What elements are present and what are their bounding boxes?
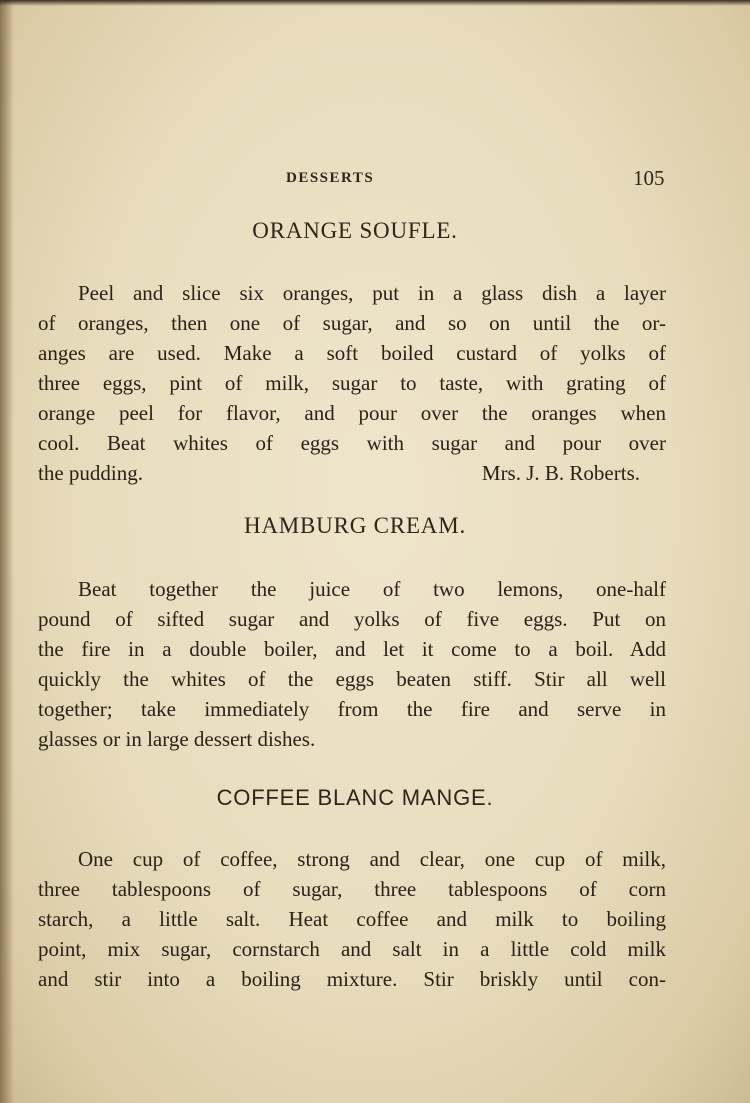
text-line: together; take immediately from the fire and serve in bbox=[38, 697, 666, 721]
text-line: three eggs, pint of milk, sugar to taste, with grating of bbox=[38, 371, 666, 395]
text-line: three tablespoons of sugar, three tablespoons of corn bbox=[38, 877, 666, 901]
recipe-title-coffee-blanc-mange: COFFEE BLANC MANGE. bbox=[216, 785, 494, 810]
text-line: starch, a little salt. Heat coffee and milk to boiling bbox=[38, 907, 666, 931]
recipe-title-orange-soufle: ORANGE SOUFLE. bbox=[252, 218, 458, 243]
text-line: orange peel for flavor, and pour over the oranges when bbox=[38, 401, 666, 425]
text-line: pound of sifted sugar and yolks of five eggs. Put on bbox=[38, 607, 666, 631]
recipe-signature: Mrs. J. B. Roberts. bbox=[481, 461, 640, 485]
running-head bbox=[0, 166, 750, 192]
closing-line bbox=[38, 458, 666, 488]
text-line: the pudding. bbox=[38, 461, 143, 485]
text-line: glasses or in large dessert dishes. bbox=[38, 727, 316, 751]
text-line: and stir into a boiling mixture. Stir briskly until con- bbox=[38, 967, 666, 991]
text-line: One cup of coffee, strong and clear, one cup of milk, bbox=[78, 847, 666, 871]
recipe-title-hamburg-cream: HAMBURG CREAM. bbox=[243, 513, 467, 538]
section-name: DESSERTS bbox=[286, 170, 375, 186]
text-line: point, mix sugar, cornstarch and salt in a little cold milk bbox=[38, 937, 666, 961]
page-number: 105 bbox=[633, 166, 665, 190]
recipe-body-orange-soufle bbox=[38, 278, 666, 488]
recipe-body-coffee-blanc-mange bbox=[38, 844, 666, 994]
text-line: Peel and slice six oranges, put in a glass dish a layer bbox=[78, 281, 666, 305]
text-line: anges are used. Make a soft boiled custard of yolks of bbox=[38, 341, 666, 365]
text-line: of oranges, then one of sugar, and so on until the or- bbox=[38, 311, 666, 335]
recipe-body-hamburg-cream bbox=[38, 574, 666, 754]
text-line: Beat together the juice of two lemons, one-half bbox=[78, 577, 666, 601]
text-line: cool. Beat whites of eggs with sugar and pour over bbox=[38, 431, 666, 455]
text-line: quickly the whites of the eggs beaten stiff. Stir all well bbox=[38, 667, 666, 691]
text-line: the fire in a double boiler, and let it come to a boil. Add bbox=[38, 637, 666, 661]
